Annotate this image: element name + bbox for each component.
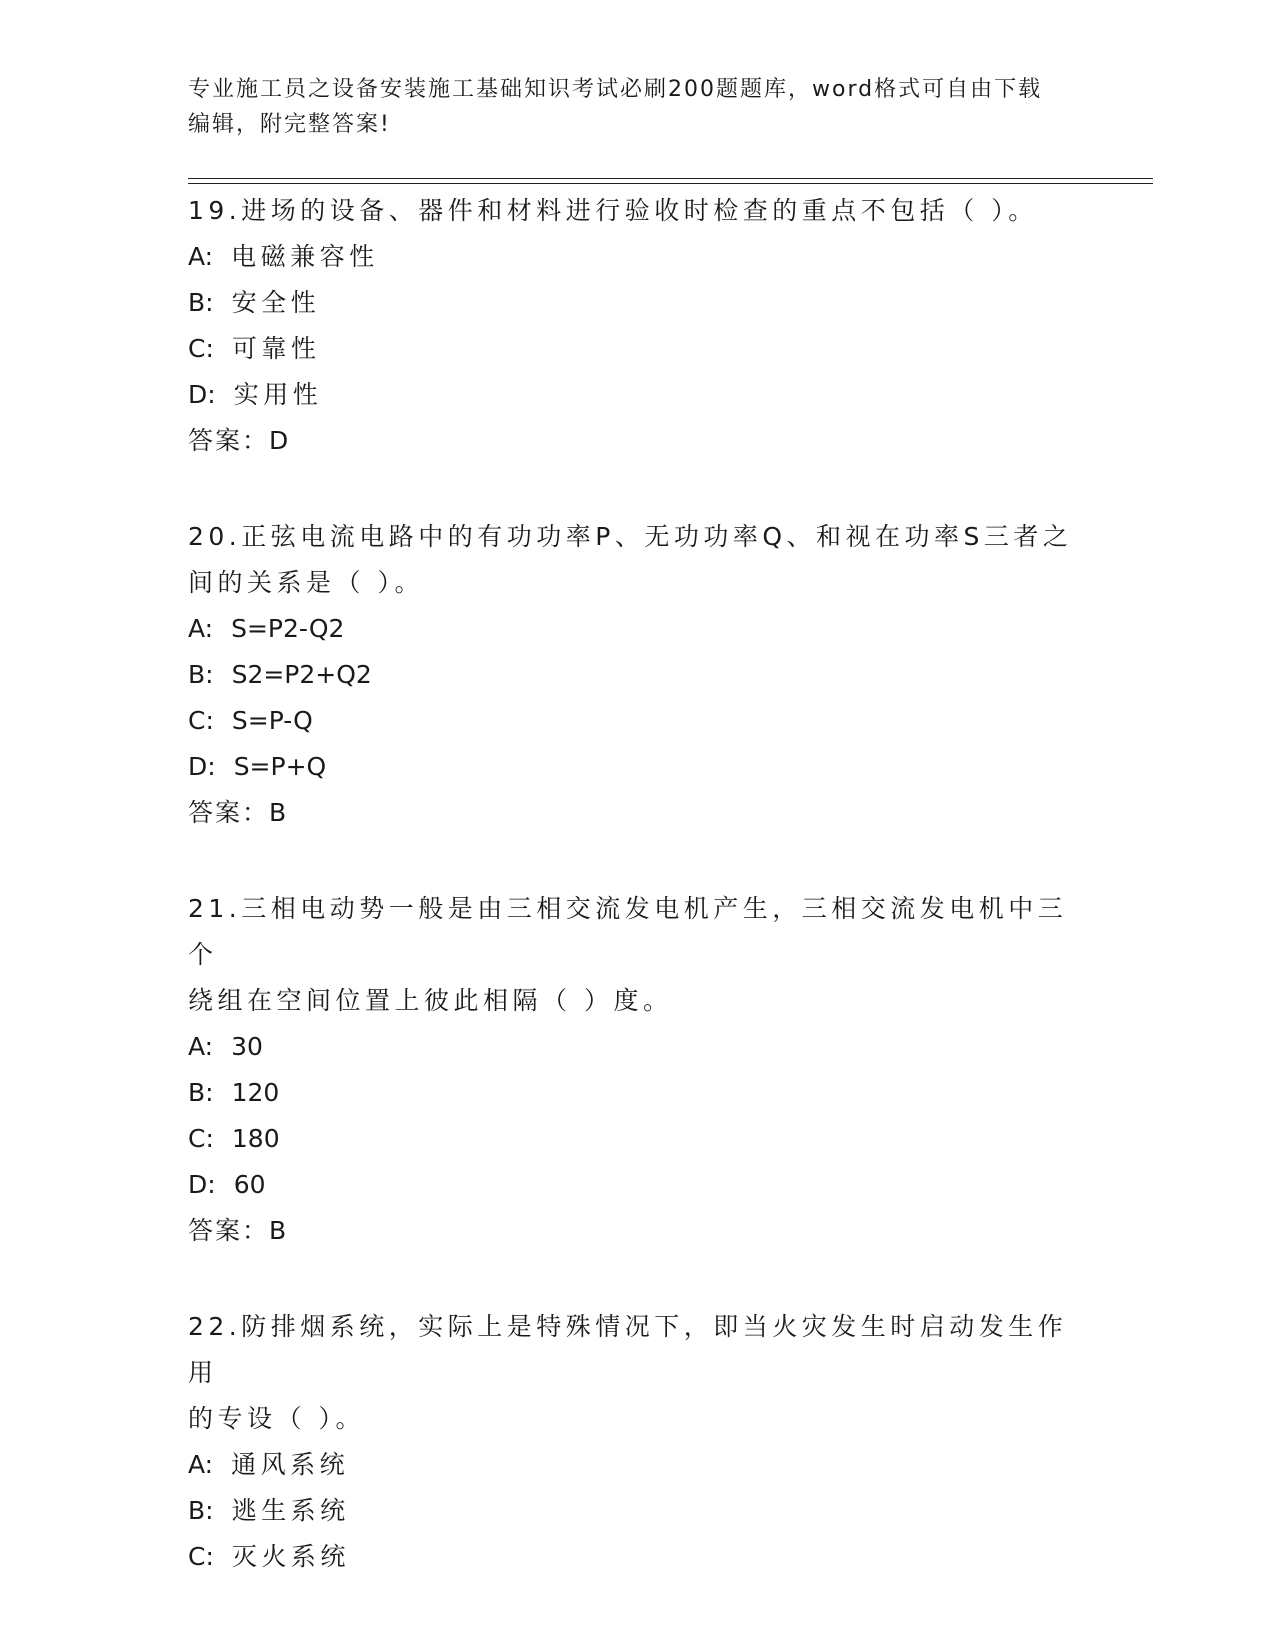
document-header — [188, 72, 1088, 142]
header-divider-bottom — [188, 183, 1153, 184]
question-19 — [188, 188, 1088, 464]
option-letter: C: — [188, 1542, 214, 1571]
option-letter: A: — [188, 614, 214, 643]
option-a — [188, 1024, 1088, 1070]
option-b — [188, 280, 1088, 326]
option-text: 通风系统 — [231, 1450, 350, 1479]
option-letter: B: — [188, 1078, 214, 1107]
question-list — [188, 188, 1088, 1630]
answer-line: 答案：B — [188, 798, 289, 827]
option-letter: D: — [188, 1170, 216, 1199]
question-22 — [188, 1304, 1088, 1580]
option-letter: C: — [188, 706, 214, 735]
option-c — [188, 698, 1088, 744]
option-b — [188, 1070, 1088, 1116]
option-c — [188, 326, 1088, 372]
option-b — [188, 652, 1088, 698]
question-stem — [188, 886, 1088, 1024]
question-20 — [188, 514, 1088, 836]
option-b — [188, 1488, 1088, 1534]
option-a — [188, 606, 1088, 652]
question-stem — [188, 514, 1088, 606]
option-d — [188, 372, 1088, 418]
option-c — [188, 1116, 1088, 1162]
option-text: S=P2-Q2 — [231, 614, 345, 643]
answer-line: 答案：B — [188, 1216, 289, 1245]
option-list — [188, 606, 1088, 790]
option-letter: B: — [188, 1496, 214, 1525]
option-text: 电磁兼容性 — [231, 242, 379, 271]
option-text: 安全性 — [231, 288, 321, 317]
option-letter: A: — [188, 1032, 214, 1061]
option-letter: D: — [188, 752, 216, 781]
option-text: 可靠性 — [231, 334, 321, 363]
option-d — [188, 744, 1088, 790]
option-text: 120 — [231, 1078, 280, 1107]
question-stem — [188, 188, 1088, 234]
option-d — [188, 1162, 1088, 1208]
option-a — [188, 1442, 1088, 1488]
option-text: 180 — [231, 1124, 280, 1153]
option-letter: A: — [188, 1450, 214, 1479]
stem-line: 21.三相电动势一般是由三相交流发电机产生，三相交流发电机中三个 — [188, 894, 1068, 969]
option-text: S=P+Q — [233, 752, 327, 781]
option-text: 实用性 — [233, 380, 323, 409]
option-text: 逃生系统 — [231, 1496, 350, 1525]
option-list — [188, 234, 1088, 418]
question-stem — [188, 1304, 1088, 1442]
option-text: 灭火系统 — [231, 1542, 350, 1571]
stem-line: 20.正弦电流电路中的有功功率P、无功功率Q、和视在功率S三者之 — [188, 522, 1073, 551]
option-list — [188, 1442, 1088, 1580]
option-letter: B: — [188, 288, 214, 317]
header-line-2: 编辑，附完整答案! — [188, 112, 391, 137]
option-text: 60 — [233, 1170, 266, 1199]
option-list — [188, 1024, 1088, 1208]
answer-line: 答案：D — [188, 426, 291, 455]
option-letter: D: — [188, 380, 216, 409]
option-letter: C: — [188, 334, 214, 363]
stem-line: 间的关系是（ ）。 — [188, 568, 424, 597]
question-21 — [188, 886, 1088, 1254]
option-c — [188, 1534, 1088, 1580]
option-letter: A: — [188, 242, 214, 271]
stem-line: 22.防排烟系统，实际上是特殊情况下，即当火灾发生时启动发生作用 — [188, 1312, 1068, 1387]
option-text: S=P-Q — [231, 706, 313, 735]
option-text: S2=P2+Q2 — [231, 660, 372, 689]
header-line-1: 专业施工员之设备安装施工基础知识考试必刷200题题库，word格式可自由下载 — [188, 77, 1043, 102]
option-a — [188, 234, 1088, 280]
option-text: 30 — [231, 1032, 263, 1061]
stem-line: 的专设（ ）。 — [188, 1404, 365, 1433]
option-letter: C: — [188, 1124, 214, 1153]
stem-line: 绕组在空间位置上彼此相隔（ ）度。 — [188, 986, 673, 1015]
header-divider-top — [188, 178, 1153, 179]
option-letter: B: — [188, 660, 214, 689]
stem-line: 19.进场的设备、器件和材料进行验收时检查的重点不包括（ ）。 — [188, 196, 1038, 225]
